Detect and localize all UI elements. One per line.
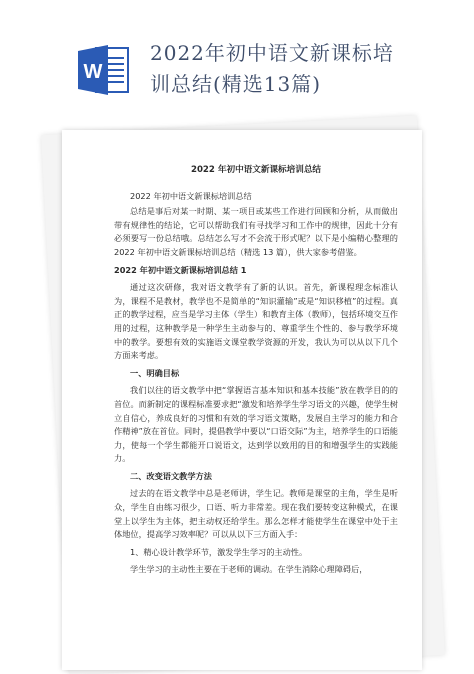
document-page — [62, 130, 422, 670]
document-title: 2022 年初中语文新课标培训总结 — [190, 165, 322, 175]
subsection-heading: 一、明确目标 — [130, 367, 180, 378]
document-paragraph: 1、精心设计教学环节，激发学生学习的主动性。 — [130, 546, 308, 557]
page-title — [150, 38, 450, 100]
page-fade-overlay — [62, 630, 422, 670]
document-paragraph: 2022 年初中语文新课标培训总结 — [130, 190, 252, 201]
document-paragraph: 通过这次研修，我对语文教学有了新的认识。首先，新课程理念标准认为，课程不是教材，教学也不是简单的“知识灌输”或是“知识移植”的过程。真正的教学过程，应当是学习主体（学生）和教育主体（教师），包括环境交互作用的过程，这种教学是一种学生主动参与的、尊重学生个性的、参与教学环境中的教学。要想有效的实施语文课堂教学资源的开发，我认为可以从以下几个方面来考虑。 — [114, 282, 398, 361]
document-paragraph: 总结是事后对某一时期、某一项目或某些工作进行回顾和分析，从而做出带有规律性的结论，它可以帮助我们有寻找学习和工作中的规律，因此十分有必须要写一份总结哦。总结怎么写才不会流于形式呢？以下是小编精心整理的 2022 年初中语文新课标培训总结（精选 13 篇），供大家参考借鉴。 — [114, 206, 398, 257]
subsection-heading: 二、改变语文教学方法 — [130, 470, 212, 481]
section-heading: 2022 年初中语文新课标培训总结 1 — [114, 264, 247, 275]
title-line-1: 2022年初中语文新课标培 — [150, 41, 394, 65]
title-line-2: 训总结(精选13篇) — [150, 72, 322, 96]
svg-text:W: W — [83, 61, 103, 83]
document-paragraph: 学生学习的主动性主要在于老师的调动。在学生消除心理障碍后， — [130, 564, 368, 575]
document-paragraph: 过去的在语文教学中总是老师讲，学生记。教师是课堂的主角，学生是听众，学生自由练习很少，口语、听力非常差。现在我们要转变这种模式，在课堂上以学生为主体，把主动权还给学生。那么怎样才能使学生在课堂中处于主体地位，提高学习效率呢？可以从以下三方面入手： — [114, 488, 398, 540]
document-paragraph: 我们以往的语文教学中把“掌握语言基本知识和基本技能”放在教学目的的首位。而新制定的课程标准要求把“激发和培养学生学习语文的兴趣，使学生树立自信心，养成良好的习惯和有效的学习语文策略，发展自主学习的能力和合作精神”放在首位。同时，提倡教学中要以“口语交际”为主，培养学生的口语能力，使每一个学生都能开口说语文，达到学以致用的目的和增强学生的实践能力。 — [114, 385, 398, 464]
word-document-icon — [78, 42, 130, 98]
page-header — [0, 0, 474, 118]
document-body — [114, 164, 398, 581]
